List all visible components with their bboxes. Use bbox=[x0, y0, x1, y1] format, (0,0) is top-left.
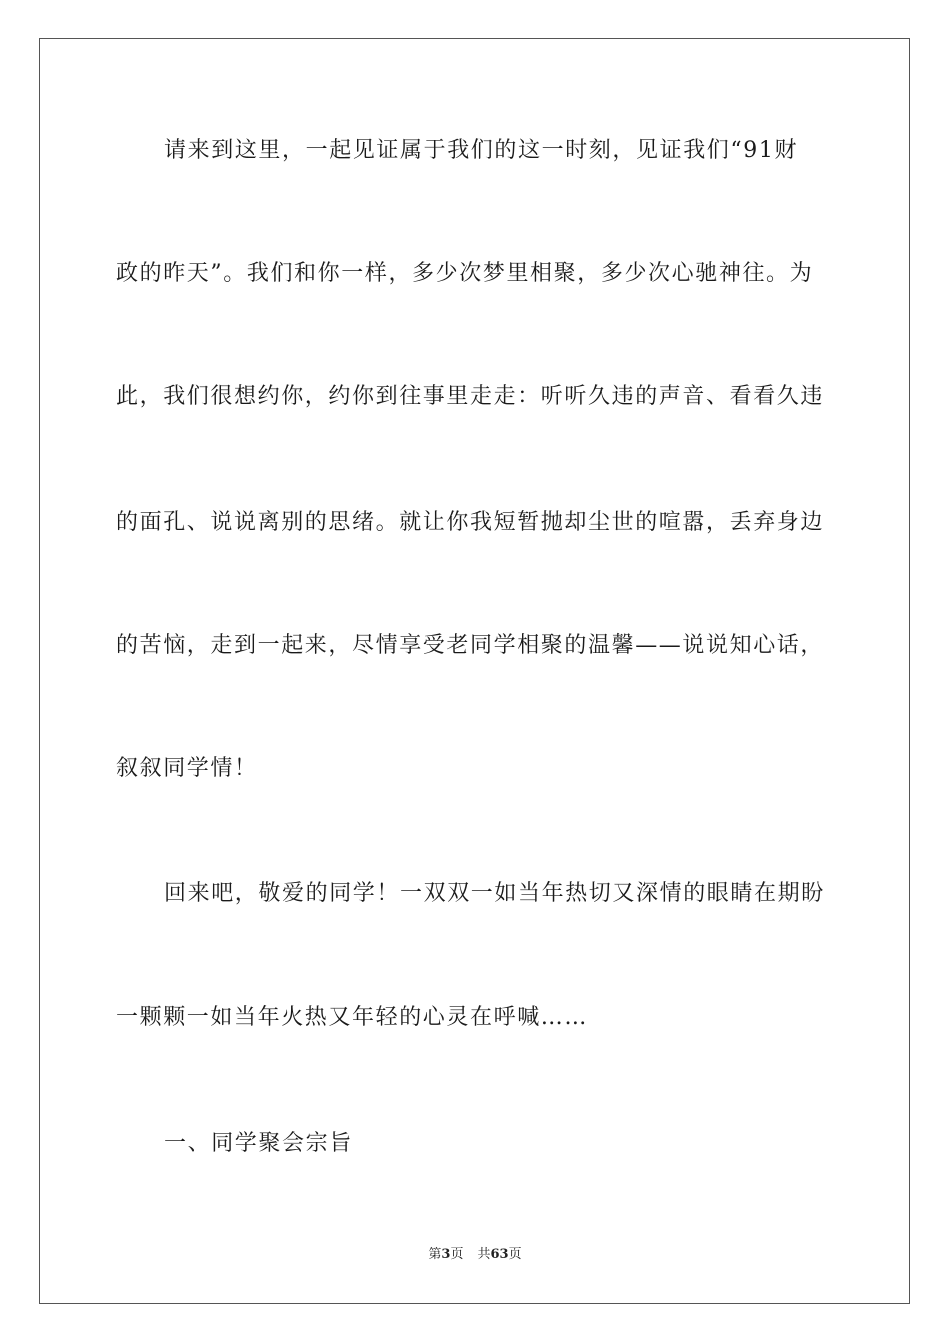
footer-page-prefix: 第 bbox=[428, 1247, 442, 1262]
paragraph-1-line-5: 的苦恼，走到一起来，尽情享受老同学相聚的温馨——说说知心话， bbox=[116, 633, 825, 658]
paragraph-1-line-1: 请来到这里，一起见证属于我们的这一时刻，见证我们“91财 bbox=[164, 138, 799, 163]
page-footer bbox=[0, 1246, 950, 1264]
paragraph-1-line-4: 的面孔、说说离别的思绪。就让你我短暂抛却尘世的喧嚣，丢弃身边 bbox=[116, 510, 825, 535]
footer-total-prefix: 共 bbox=[477, 1247, 491, 1262]
paragraph-1-line-3: 此，我们很想约你，约你到往事里走走：听听久违的声音、看看久违 bbox=[116, 384, 825, 409]
paragraph-1-line-2: 政的昨天”。我们和你一样，多少次梦里相聚，多少次心驰神往。为 bbox=[116, 261, 814, 286]
paragraph-1-line-6: 叙叙同学情！ bbox=[116, 756, 258, 781]
footer-page-number: 3 bbox=[441, 1247, 451, 1262]
footer-total-pages: 63 bbox=[490, 1247, 509, 1262]
section-heading: 一、同学聚会宗旨 bbox=[164, 1131, 353, 1156]
paragraph-2-line-1: 回来吧，敬爱的同学！一双双一如当年热切又深情的眼睛在期盼 bbox=[164, 881, 825, 906]
footer-total-suffix: 页 bbox=[508, 1247, 522, 1262]
paragraph-2-line-2: 一颗颗一如当年火热又年轻的心灵在呼喊…… bbox=[116, 1005, 589, 1030]
page-border bbox=[39, 38, 910, 1304]
footer-page-suffix: 页 bbox=[450, 1247, 464, 1262]
